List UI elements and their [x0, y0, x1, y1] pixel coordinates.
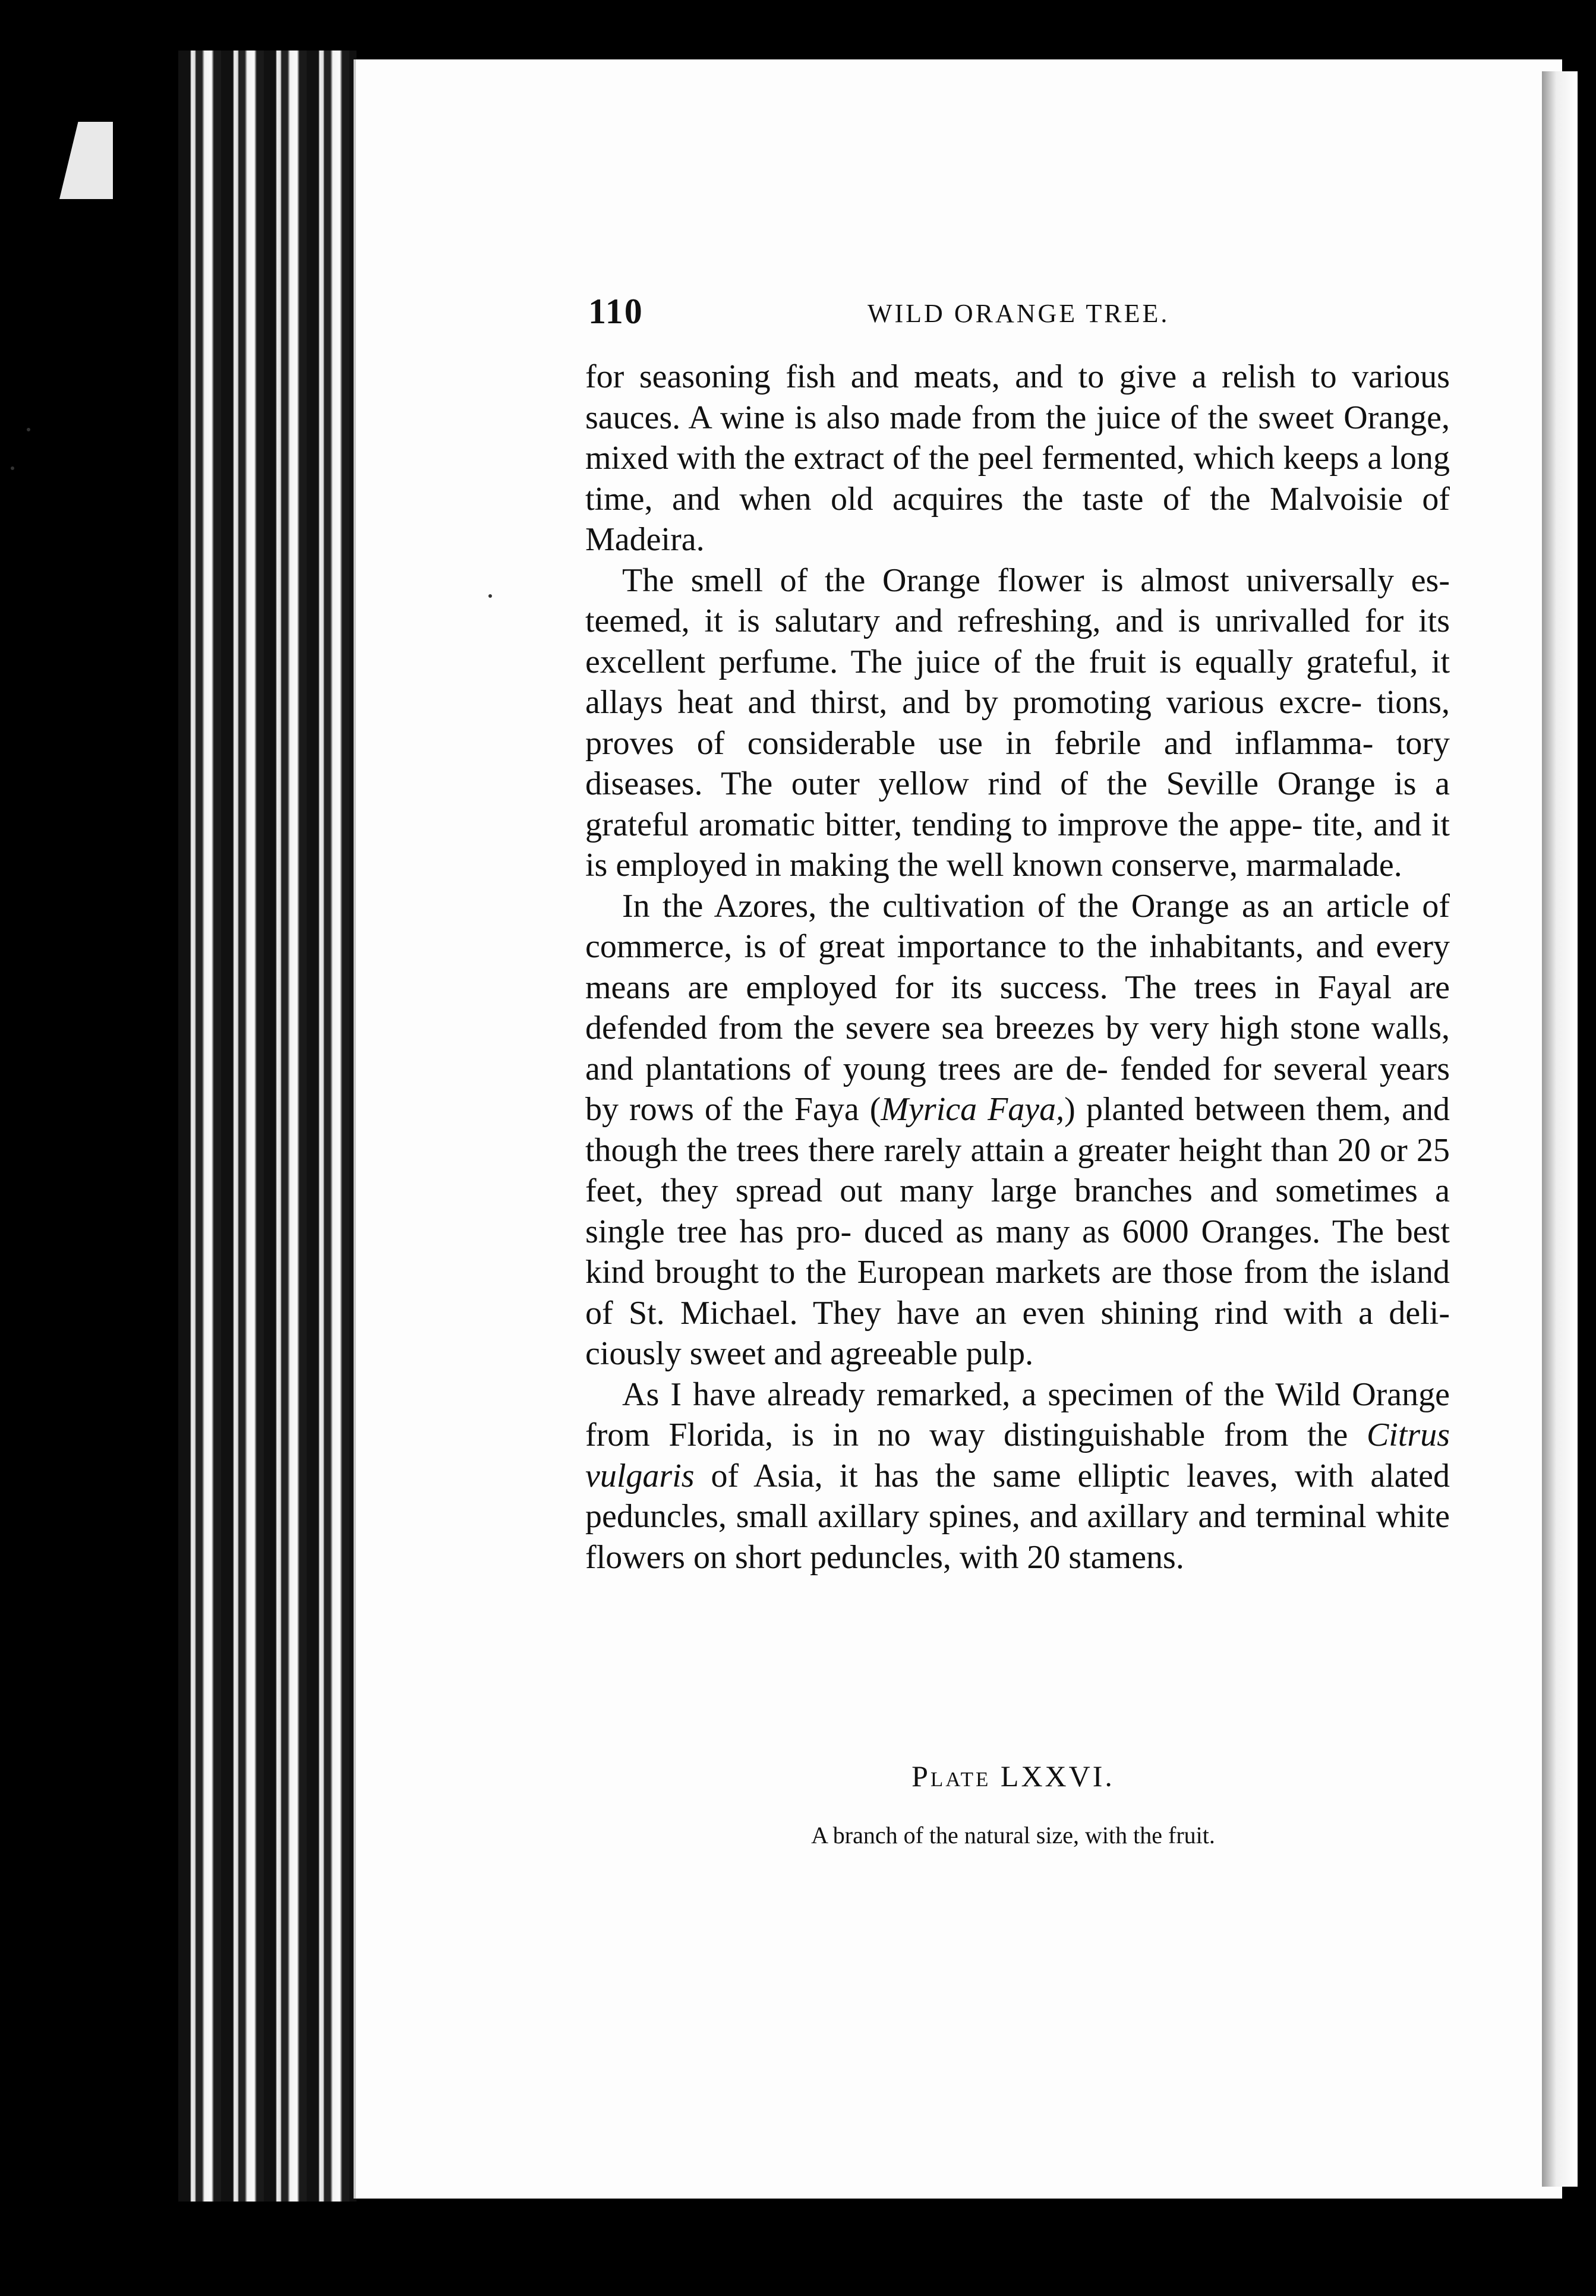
text-line: to the European markets are those from the island of St.: [585, 1254, 1450, 1332]
paragraph-3: [585, 886, 1450, 1374]
running-head: WILD ORANGE TREE.: [868, 299, 1170, 328]
text-line: Fayal are defended from the severe sea breezes by very: [585, 969, 1450, 1046]
text-line: every means are employed for its success. The trees in: [585, 928, 1450, 1006]
text-line: ciously sweet and agreeable pulp.: [585, 1335, 1034, 1372]
text-line: tite, and it is employed in making the well known conserve,: [585, 806, 1450, 884]
text-line: The smell of the Orange flower is almost universally es-: [622, 562, 1450, 599]
italic-species-name: Citrus vulgaris: [585, 1417, 1450, 1494]
paragraph-1: [585, 357, 1450, 560]
text-line: terminal white flowers on short peduncles, with 20 stamens.: [585, 1498, 1450, 1576]
paragraph-2: [585, 560, 1450, 886]
page-header: [588, 291, 1450, 345]
text-line: Orange from Florida, is in no way distinguishable from the: [585, 1376, 1450, 1453]
bookmark-tab: [59, 122, 113, 199]
paragraph-4: [585, 1374, 1450, 1578]
text-line: of Asia, it has the same elliptic leaves, with: [694, 1457, 1354, 1494]
text-line: sauces. A wine is also made from the juice of the sweet: [585, 399, 1334, 436]
text-line: Orange, mixed with the extract of the peel fermented, which: [585, 399, 1450, 477]
page-right-edge: [1542, 71, 1578, 2187]
italic-species-name: Myrica Faya,: [881, 1091, 1065, 1128]
plate-caption: A branch of the natural size, with the fruit.: [811, 1822, 1215, 1849]
text-line: tory diseases. The outer yellow rind of the Seville Orange: [585, 724, 1450, 802]
text-line: many large branches and sometimes a single tree has pro-: [585, 1172, 1450, 1250]
text-line: attain a greater height than 20 or 25 feet, they spread out: [585, 1131, 1450, 1209]
text-line: is a grateful aromatic bitter, tending to improve the appe-: [585, 765, 1450, 843]
text-line: Malvoisie of Madeira.: [585, 480, 1450, 558]
text-line: fended for several years by rows of the Faya (: [585, 1050, 1450, 1128]
speck: [27, 428, 30, 431]
text-line: excellent perfume. The juice of the fruit is equally grateful,: [585, 643, 1418, 680]
page-edges: [178, 51, 357, 2202]
speck: [488, 594, 492, 598]
text-line: for seasoning fish and meats, and to give a relish to various: [585, 358, 1450, 395]
text-line: alated peduncles, small axillary spines, and axillary and: [585, 1457, 1450, 1535]
text-line: planted between them, and though the trees there rarely: [585, 1091, 1450, 1169]
text-line: As I have already remarked, a specimen of the Wild: [622, 1376, 1341, 1413]
text-line: teemed, it is salutary and refreshing, and is unrivalled for its: [585, 603, 1450, 639]
text-line: of commerce, is of great importance to the inhabitants, and: [585, 887, 1450, 965]
text-line: marmalade.: [1246, 847, 1402, 884]
speck: [11, 466, 14, 470]
body-text: [585, 357, 1450, 1578]
page-number: 110: [588, 292, 644, 331]
text-line: keeps a long time, and when old acquires the taste of the: [585, 440, 1450, 518]
plate-title: Plate LXXVI.: [911, 1759, 1115, 1793]
text-line: it allays heat and thirst, and by promoting various excre-: [585, 643, 1450, 721]
text-line: In the Azores, the cultivation of the Orange as an article: [622, 887, 1410, 925]
text-line: high stone walls, and plantations of young trees are de-: [585, 1010, 1450, 1087]
text-line: Michael. They have an even shining rind with a deli-: [680, 1294, 1450, 1332]
text-line: ): [1064, 1091, 1075, 1128]
text-line: tions, proves of considerable use in febrile and inflamma-: [585, 684, 1450, 762]
text-line: duced as many as 6000 Oranges. The best kind brought: [585, 1213, 1450, 1291]
